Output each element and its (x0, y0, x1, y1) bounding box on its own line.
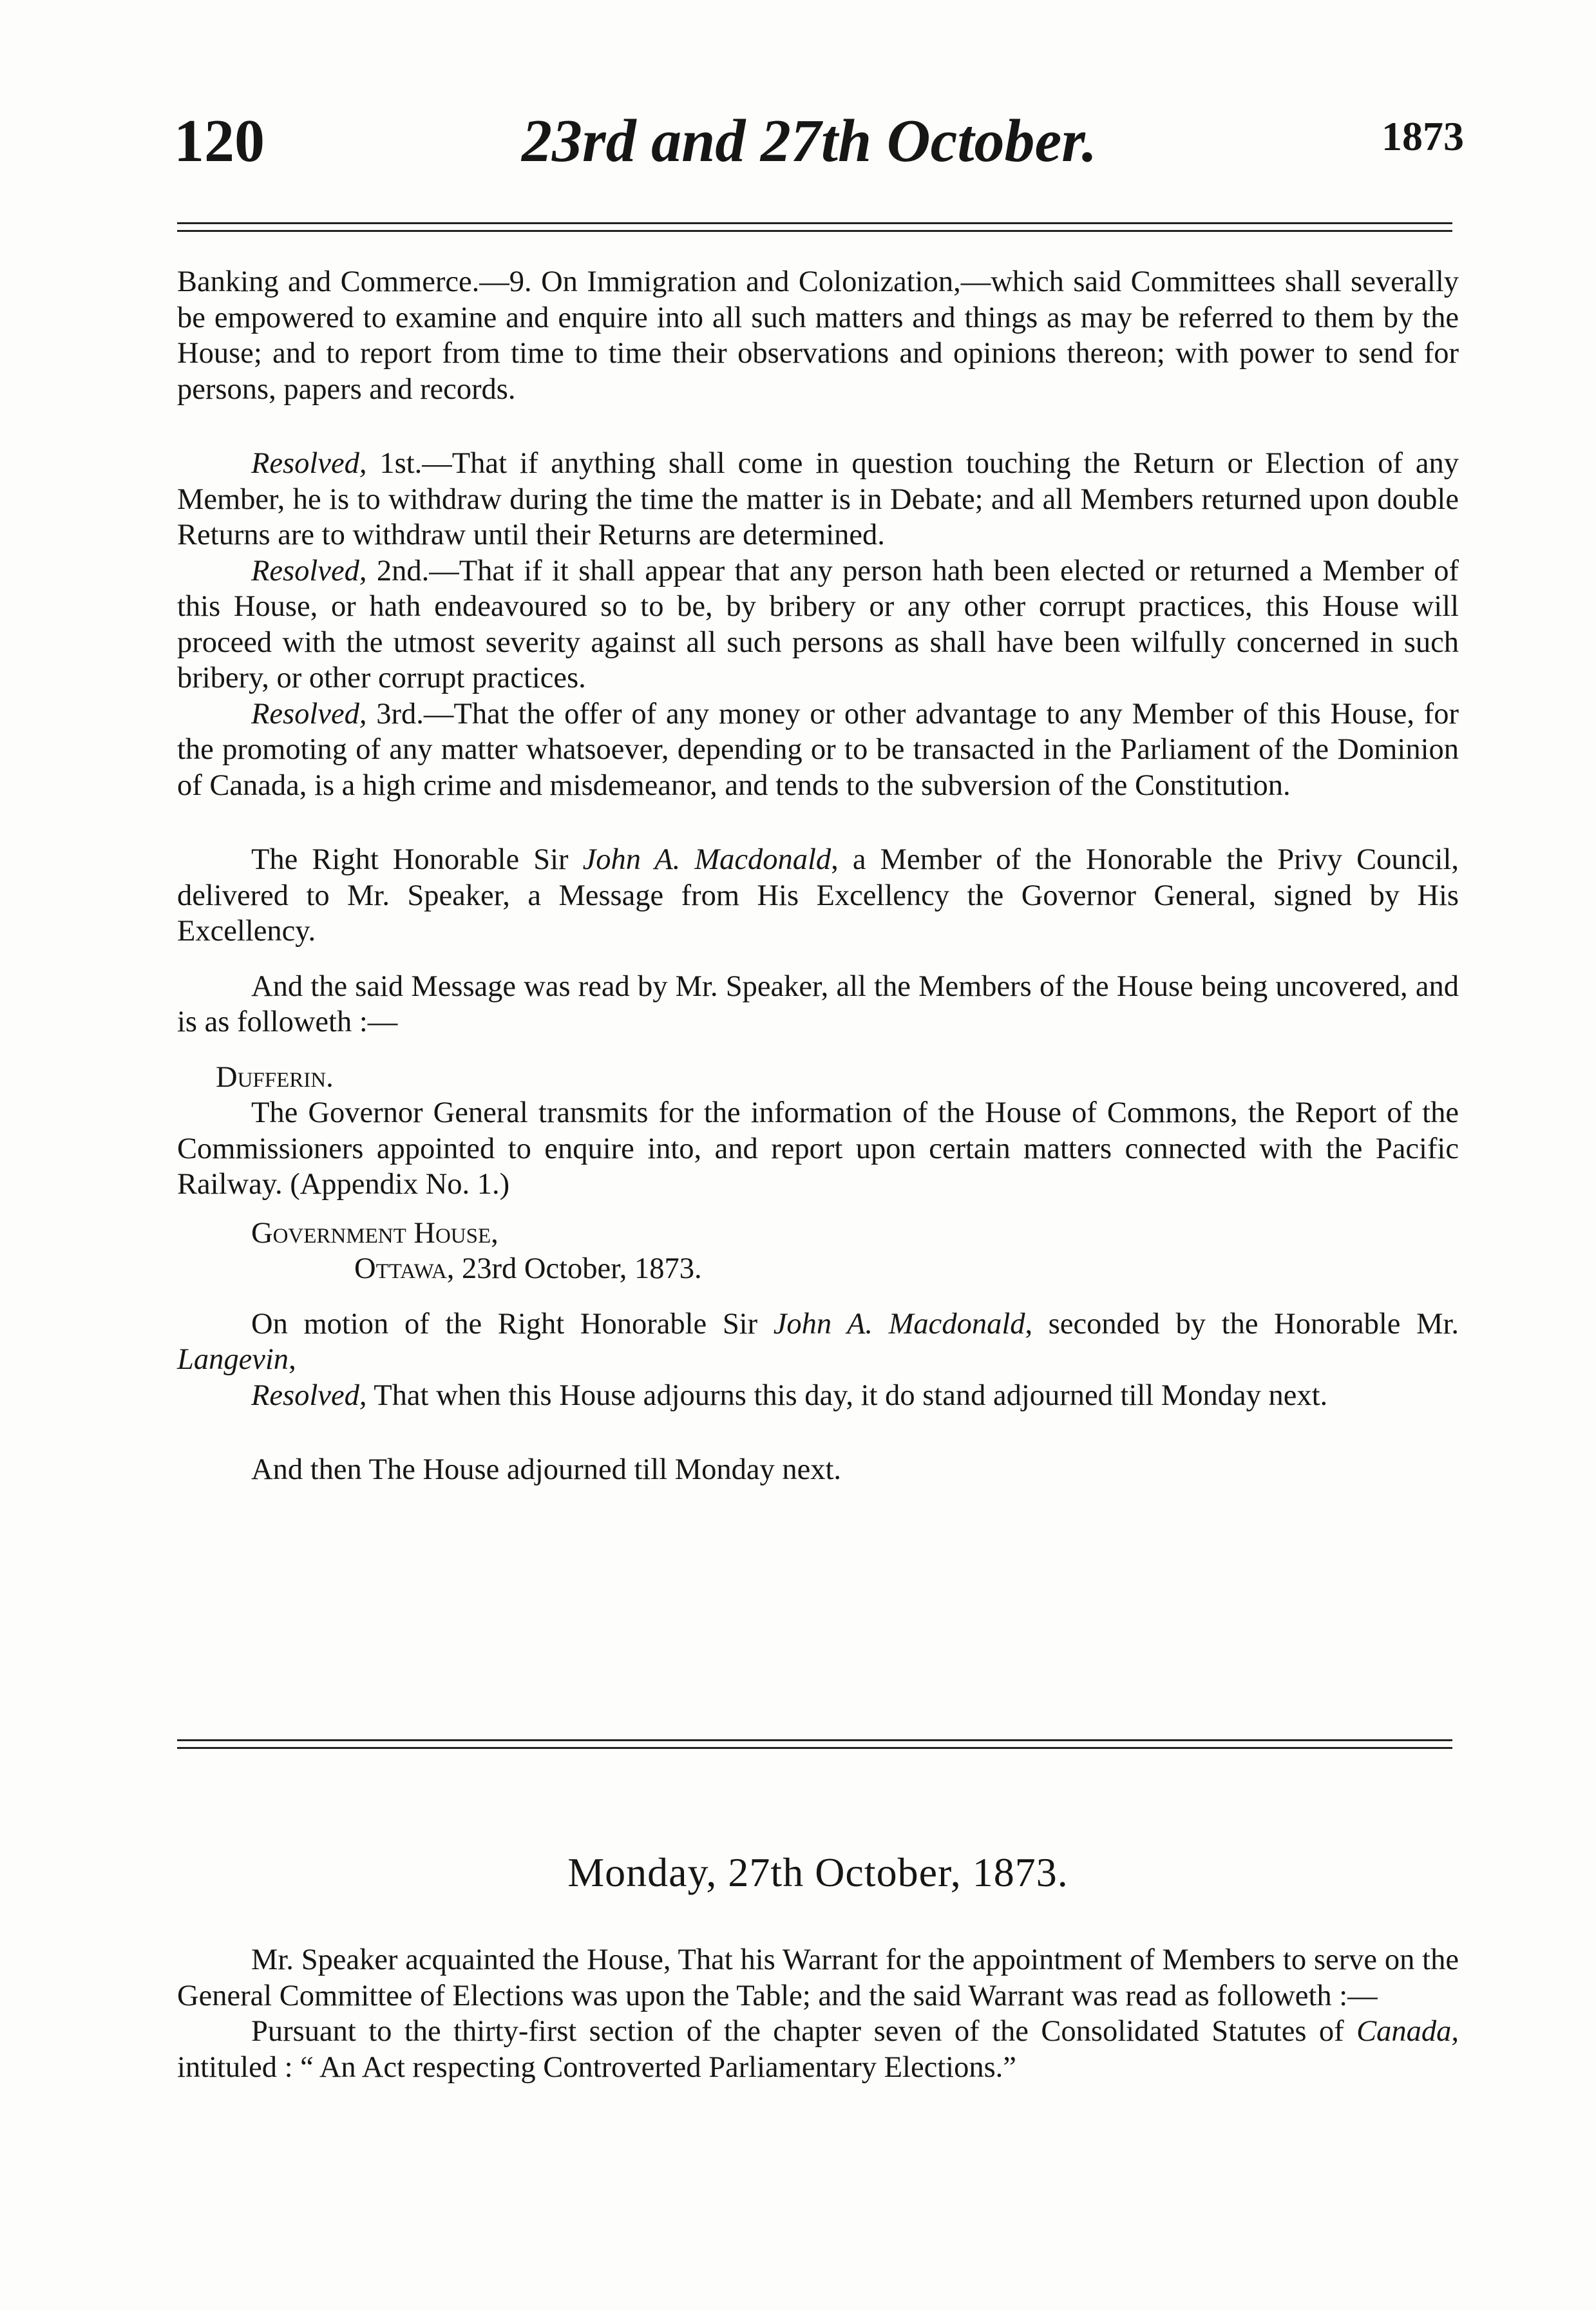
journal-body (177, 264, 1459, 1488)
resolution-1: Resolved, 1st.—That if anything shall come in question touching the Return or Election of any Member, he is to withdraw during the time the matter is in Debate; and all Members returned upon double Returns are to withdraw until their Returns are determined. (177, 447, 1459, 551)
resolved-label: Resolved, (251, 554, 367, 587)
committees-paragraph: Banking and Commerce.—9. On Immigration and Colonization,—which said Committees shall severally be empowered to examine and enquire into all such matters and things as may be referred to them by the House; and to report from time to time their observations and opinions thereon; with power to send for persons, papers and records. (177, 265, 1459, 406)
member-name: John A. Macdonald (582, 843, 831, 876)
address-line: Government House, (251, 1216, 499, 1250)
warrant-paragraph: Mr. Speaker acquainted the House, That his Warrant for the appointment of Members to serve on the General Committee of Elections was upon the Table; and the said Warrant was read as followeth :— (177, 1943, 1459, 2012)
resolution-3: Resolved, 3rd.—That the offer of any money or other advantage to any Member of this House, for the promoting of any matter whatsoever, depending or to be transacted in the Parliament of the Dominion of Canada, is a high crime and misdemeanor, and tends to the subversion of the Constitution. (177, 697, 1459, 802)
resolution-2: Resolved, 2nd.—That if it shall appear that any person hath been elected or returned a Member of this House, or hath endeavoured so to be, by bribery or any other corrupt practices, this House will proceed with the utmost severity against all such persons as shall have been wilfully concerned in such bribery, or other corrupt practices. (177, 554, 1459, 694)
address-date: Ottawa, 23rd October, 1873. (354, 1252, 702, 1285)
resolved-label: Resolved, (251, 697, 367, 730)
year: 1873 (1382, 113, 1464, 159)
day-heading: Monday, 27th October, 1873. (567, 1849, 1069, 1895)
journal-body-2 (177, 1942, 1459, 2085)
governor-signature: Dufferin. (216, 1060, 334, 1094)
header-rule (177, 222, 1452, 232)
adjournment: And then The House adjourned till Monday next. (251, 1453, 842, 1486)
seconder-name: Langevin (177, 1343, 289, 1376)
resolved-label: Resolved, (251, 447, 367, 480)
section-rule (177, 1739, 1452, 1749)
motion-resolution: Resolved, That when this House adjourns this day, it do stand adjourned till Monday next. (251, 1379, 1328, 1412)
motion-paragraph: On motion of the Right Honorable Sir John A. Macdonald, seconded by the Honorable Mr. Langevin, (177, 1307, 1459, 1376)
warrant-text: Pursuant to the thirty-first section of the chapter seven of the Consolidated Statutes of Canada, intituled : “ An Act respecting Controverted Parliamentary Elections.” (177, 2015, 1459, 2084)
message-read: And the said Message was read by Mr. Speaker, all the Members of the House being uncovered, and is as followeth :— (177, 969, 1459, 1038)
governor-message: The Governor General transmits for the information of the House of Commons, the Report of the Commissioners appointed to enquire into, and report upon certain matters connected with the Pacific Railway. (Appendix No. 1.) (177, 1096, 1459, 1201)
mover-name: John A. Macdonald (773, 1307, 1025, 1341)
message-delivery: The Right Honorable Sir John A. Macdonald, a Member of the Honorable the Privy Council, delivered to Mr. Speaker, a Message from His Excellency the Governor General, signed by His Excellency. (177, 843, 1459, 948)
page-number: 120 (174, 108, 265, 175)
resolved-label: Resolved, (251, 1379, 367, 1412)
running-head: 23rd and 27th October. (522, 108, 1097, 175)
